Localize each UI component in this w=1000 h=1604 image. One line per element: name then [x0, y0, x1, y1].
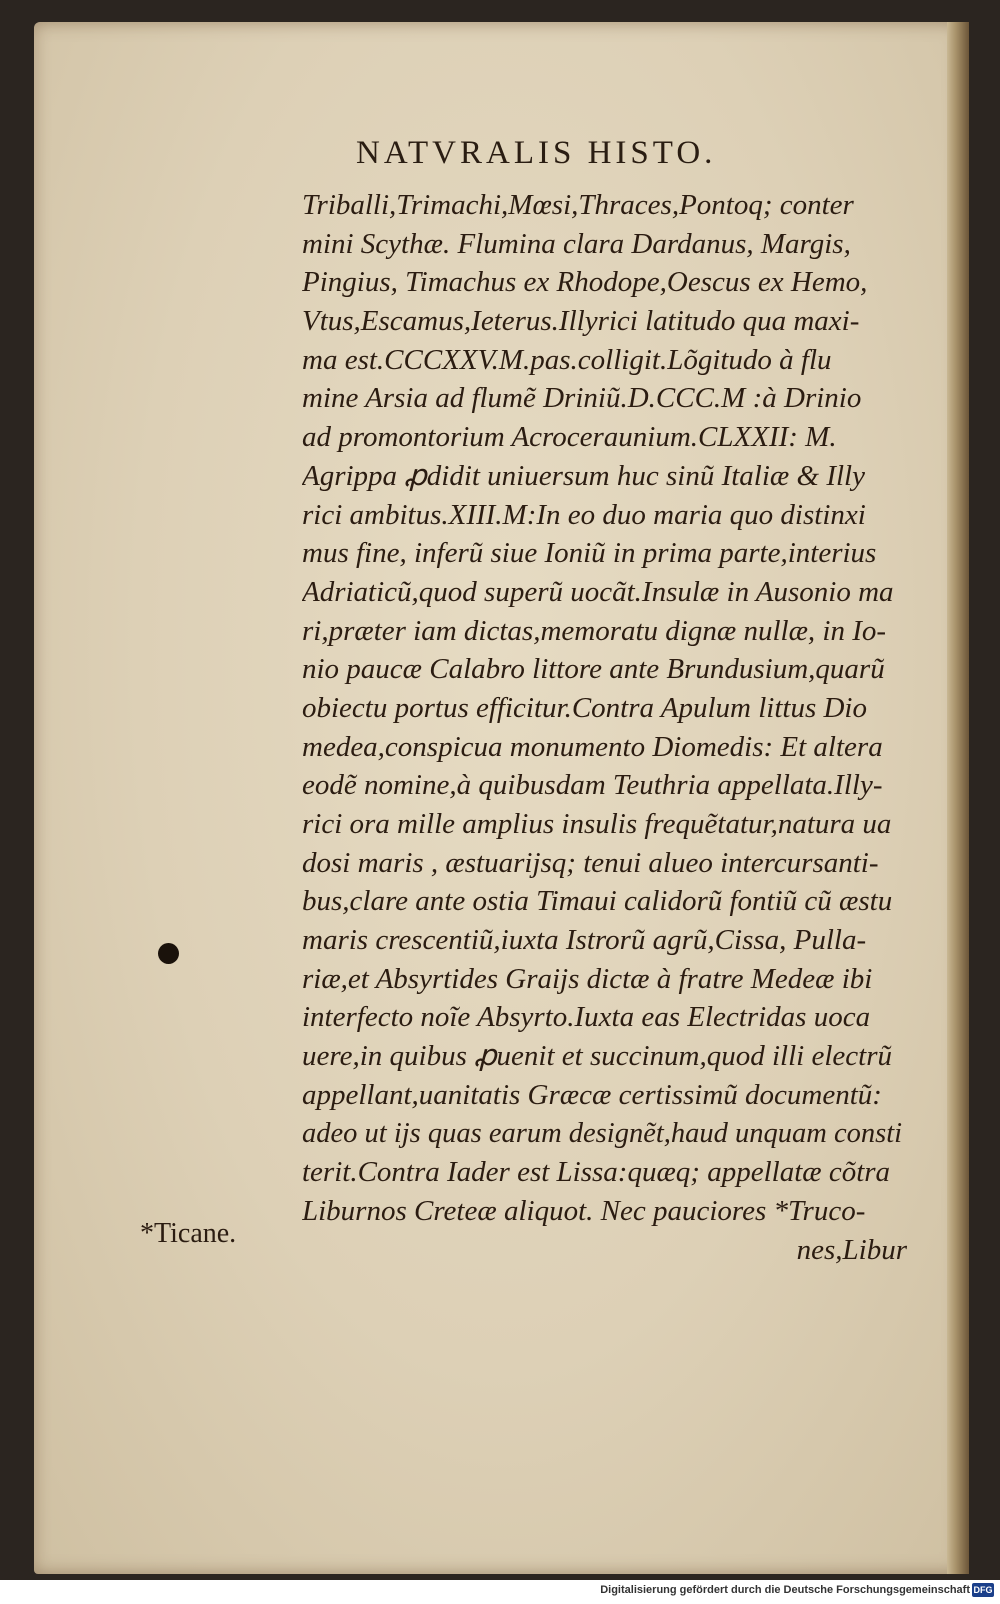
text-line: mine Arsia ad flumẽ Driniũ.D.CCC.M :à Drinio [302, 382, 862, 415]
text-line: ad promontorium Acroceraunium.CLXXII: M. [302, 421, 837, 454]
dfg-logo: DFG [973, 1585, 993, 1595]
margin-ink-dot [158, 943, 179, 964]
text-line: mini Scythæ. Flumina clara Dardanus, Margis, [302, 227, 851, 260]
text-line: uere,in quibus ꝓuenit et succinum,quod illi electrũ [302, 1040, 892, 1073]
text-line: Vtus,Escamus,Ieterus.Illyrici latitudo qua maxi- [302, 305, 860, 338]
text-line: bus,clare ante ostia Timaui calidorũ fontiũ cũ æstu [302, 885, 893, 918]
text-line: Liburnos Creteæ aliquot. Nec pauciores *Truco- [302, 1194, 866, 1227]
text-line: ri,præter iam dictas,memoratu dignæ nullæ, in Io- [302, 614, 887, 647]
text-line: obiectu portus efficitur.Contra Apulum littus Dio [302, 691, 867, 724]
text-line: eodẽ nomine,à quibusdam Teuthria appellata.Illy- [302, 769, 883, 802]
text-line: ma est.CCCXXV.M.pas.colligit.Lõgitudo à flu [302, 343, 832, 376]
running-head: NATVRALIS HISTO. [356, 135, 717, 171]
text-line: nio paucæ Calabro littore ante Brundusium,quarũ [302, 653, 885, 686]
text-line: maris crescentiũ,iuxta Istrorũ agrũ,Cissa, Pulla- [302, 924, 867, 957]
text-line: Adriaticũ,quod superũ uocãt.Insulæ in Ausonio ma [302, 575, 894, 608]
text-block [302, 186, 907, 1269]
text-line: rici ora mille amplius insulis frequẽtatur,natura ua [302, 808, 892, 840]
text-line: dosi maris , æstuarijsq; tenui alueo intercursanti- [302, 846, 879, 879]
text-line: Pingius, Timachus ex Rhodope,Oescus ex Hemo, [302, 266, 868, 299]
text-line: riæ,et Absyrtides Graijs dictæ à fratre Medeæ ibi [302, 962, 873, 995]
text-line: mus fine, inferũ siue Ioniũ in prima parte,interius [302, 537, 877, 570]
text-line: adeo ut ijs quas earum designẽt,haud unquam consti [302, 1117, 903, 1149]
text-line: appellant,uanitatis Græcæ certissimũ documentũ: [302, 1078, 882, 1111]
binding-edge [947, 22, 969, 1574]
text-line: Agrippa ꝓdidit uniuersum huc sinũ Italiæ & Illy [302, 459, 865, 492]
text-line: interfecto noĩe Absyrto.Iuxta eas Electridas uoca [302, 1001, 871, 1034]
text-line: medea,conspicua monumento Diomedis: Et altera [302, 730, 883, 763]
footer-credit: Digitalisierung gefördert durch die Deutsche Forschungsgemeinschaft [600, 1584, 970, 1596]
text-line: Triballi,Trimachi,Mœsi,Thraces,Pontoq; conter [302, 189, 854, 221]
text-line: rici ambitus.XIII.M:In eo duo maria quo distinxi [302, 498, 866, 531]
text-line: nes,Libur [796, 1233, 907, 1266]
text-line: terit.Contra Iader est Lissa:quæq; appellatæ cõtra [302, 1156, 891, 1189]
margin-note: *Ticane. [140, 1218, 237, 1249]
